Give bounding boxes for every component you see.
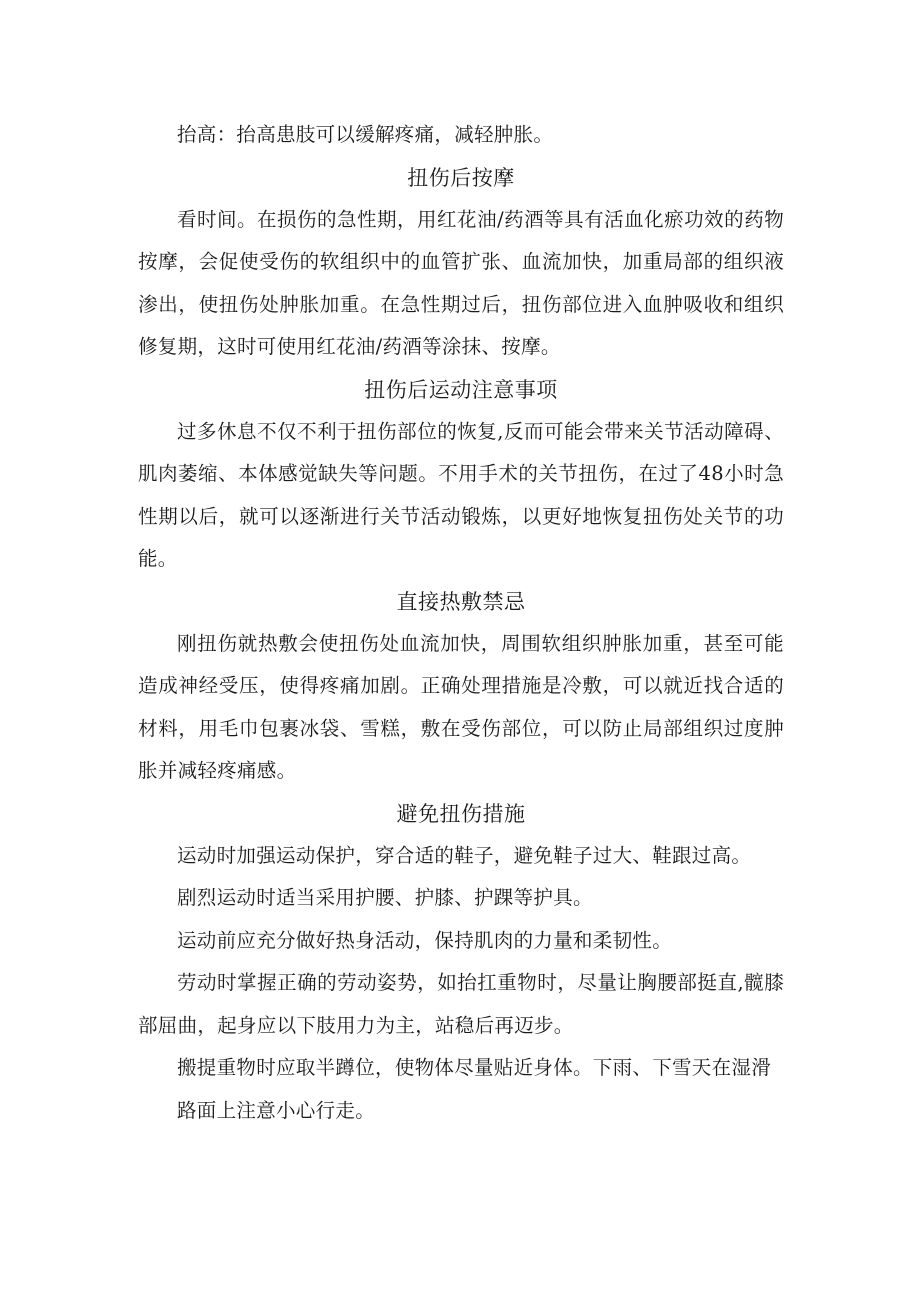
massage-paragraph: 看时间。在损伤的急性期，用红花油/药酒等具有活血化瘀功效的药物按摩，会促使受伤的软组织中的血管扩张、血流加快，加重局部的组织液渗出，使扭伤处肿胀加重。在急性期过后，扭伤部位进入血肿吸收和组织修复期，这时可使用红花油/药酒等涂抹、按摩。 [138,207,784,358]
prevention-item-1: 运动时加强运动保护，穿合适的鞋子，避免鞋子过大、鞋跟过高。 [177,843,752,867]
prevention-item-4: 劳动时掌握正确的劳动姿势，如抬扛重物时，尽量让胸腰部挺直,髋膝部屈曲，起身应以下肢用力为主，站稳后再迈步。 [138,971,784,1037]
document-page [138,114,784,1132]
section-heading-exercise: 扭伤后运动注意事项 [364,377,558,402]
section-heading-massage: 扭伤后按摩 [407,165,515,190]
exercise-paragraph: 过多休息不仅不利于扭伤部位的恢复,反而可能会带来关节活动障碍、肌肉萎缩、本体感觉缺失等问题。不用手术的关节扭伤，在过了48小时急性期以后，就可以逐渐进行关节活动锻炼，以更好地恢复扭伤处关节的功能。 [138,419,784,570]
prevention-item-2: 剧烈运动时适当采用护腰、护膝、护踝等护具。 [177,886,593,909]
intro-paragraph: 抬高：抬高患肢可以缓解疼痛，减轻肿胀。 [177,123,554,146]
prevention-item-3: 运动前应充分做好热身活动，保持肌肉的力量和柔韧性。 [177,928,673,952]
prevention-item-6: 路面上注意小心行走。 [177,1098,376,1122]
section-heading-prevention: 避免扭伤措施 [396,801,526,826]
heat-compress-paragraph: 刚扭伤就热敷会使扭伤处血流加快，周围软组织肿胀加重，甚至可能造成神经受压，使得疼痛加剧。正确处理措施是冷敷，可以就近找合适的材料，用毛巾包裹冰袋、雪糕，敷在受伤部位，可以防止局部组织过度肿胀并减轻疼痛感。 [138,631,784,782]
section-heading-heat-compress: 直接热敷禁忌 [396,589,526,614]
prevention-item-5: 搬提重物时应取半蹲位，使物体尽量贴近身体。下雨、下雪天在湿滑 [177,1056,772,1079]
